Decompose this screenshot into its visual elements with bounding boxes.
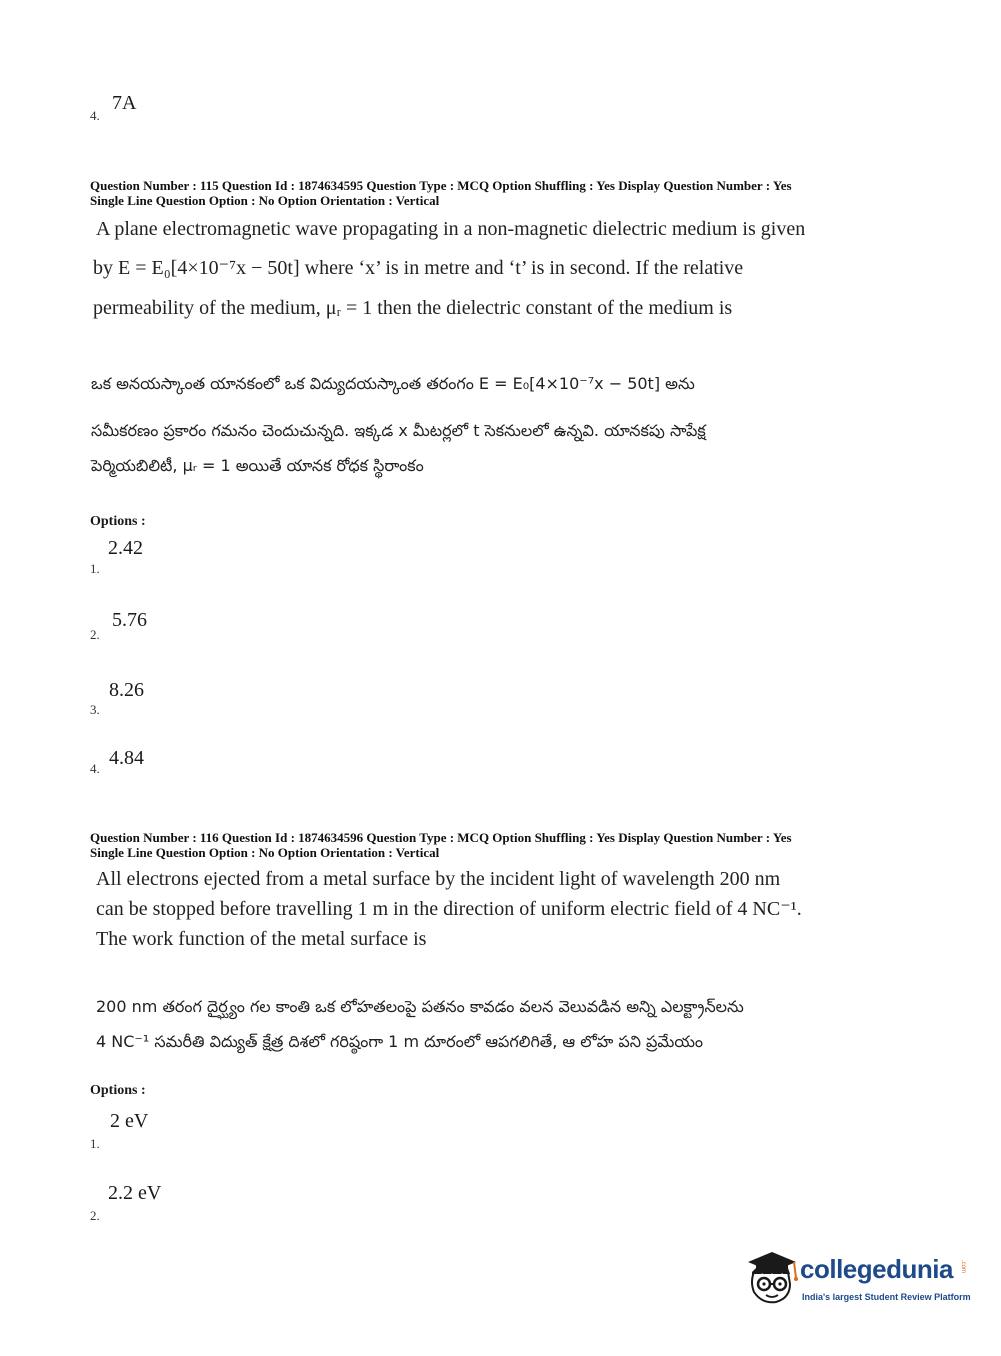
- q115-option-3-value: 8.26: [109, 679, 144, 701]
- q115-telugu-line-1: ఒక అనయస్కాంత యానకంలో ఒక విద్యుదయస్కాంత తరంగం E = E₀[4×10⁻⁷x − 50t] అను: [91, 374, 695, 393]
- q115-option-3-number: 3.: [90, 702, 100, 717]
- q116-option-2-number: 2.: [90, 1208, 100, 1223]
- q116-english-line-3: The work function of the metal surface is: [96, 928, 427, 950]
- q115-meta-line-1: Question Number : 115 Question Id : 1874634595 Question Type : MCQ Option Shuffling : Yes Display Question Number : Yes: [90, 178, 792, 193]
- prev-option-4-value: 7A: [112, 92, 137, 114]
- q115-option-2-value: 5.76: [112, 609, 147, 631]
- q116-meta-line-1: Question Number : 116 Question Id : 1874634596 Question Type : MCQ Option Shuffling : Yes Display Question Number : Yes: [90, 830, 792, 845]
- mascot-icon: [742, 1248, 800, 1310]
- q116-english-line-1: All electrons ejected from a metal surface by the incident light of wavelength 200 nm: [96, 868, 781, 890]
- q116-telugu-line-2: 4 NC⁻¹ సమరీతి విద్యుత్ క్షేత్ర దిశలో గరిష్ఠంగా 1 m దూరంలో ఆపగలిగితే, ఆ లోహ పని ప్రమేయం: [96, 1032, 704, 1051]
- q115-telugu-line-3: పెర్మియబిలిటీ, μᵣ = 1 అయితే యానక రోధక స్థిరాంకం: [91, 456, 424, 475]
- collegedunia-logo: [742, 1248, 972, 1318]
- logo-tagline: India's largest Student Review Platform: [802, 1292, 971, 1302]
- q115-option-1-value: 2.42: [108, 537, 143, 559]
- q115-meta-line-2: Single Line Question Option : No Option Orientation : Vertical: [90, 193, 440, 208]
- q116-option-2-value: 2.2 eV: [108, 1182, 162, 1204]
- q115-option-1-number: 1.: [90, 561, 100, 576]
- logo-suffix: .com: [960, 1260, 966, 1274]
- q115-option-4-number: 4.: [90, 761, 100, 776]
- q115-options-label: Options :: [90, 514, 146, 529]
- q115-english-line-1: A plane electromagnetic wave propagating in a non-magnetic dielectric medium is given: [96, 218, 806, 240]
- q115-option-4-value: 4.84: [109, 747, 144, 769]
- q116-telugu-line-1: 200 nm తరంగ దైర్ఘ్యం గల కాంతి ఒక లోహతలంపై పతనం కావడం వలన వెలువడిన అన్ని ఎలక్ట్రాన్‌లను: [96, 997, 744, 1016]
- q116-option-1-number: 1.: [90, 1136, 100, 1151]
- q116-option-1-value: 2 eV: [110, 1110, 149, 1132]
- q116-english-line-2: can be stopped before travelling 1 m in the direction of uniform electric field of 4 NC⁻¹.: [96, 898, 802, 920]
- logo-name: collegedunia: [800, 1254, 953, 1284]
- q115-english-line-3: permeability of the medium, μᵣ = 1 then the dielectric constant of the medium is: [93, 297, 733, 319]
- q115-english-line-2: by E = E₀[4×10⁻⁷x − 50t] where ‘x’ is in metre and ‘t’ is in second. If the relative: [93, 257, 744, 279]
- q116-options-label: Options :: [90, 1083, 146, 1098]
- prev-option-4-number: 4.: [90, 108, 100, 123]
- q116-meta-line-2: Single Line Question Option : No Option Orientation : Vertical: [90, 845, 440, 860]
- q115-telugu-line-2: సమీకరణం ప్రకారం గమనం చెందుచున్నది. ఇక్కడ x మీటర్లలో t సెకనులలో ఉన్నవి. యానకపు సాపేక్ష: [91, 421, 706, 440]
- q115-option-2-number: 2.: [90, 627, 100, 642]
